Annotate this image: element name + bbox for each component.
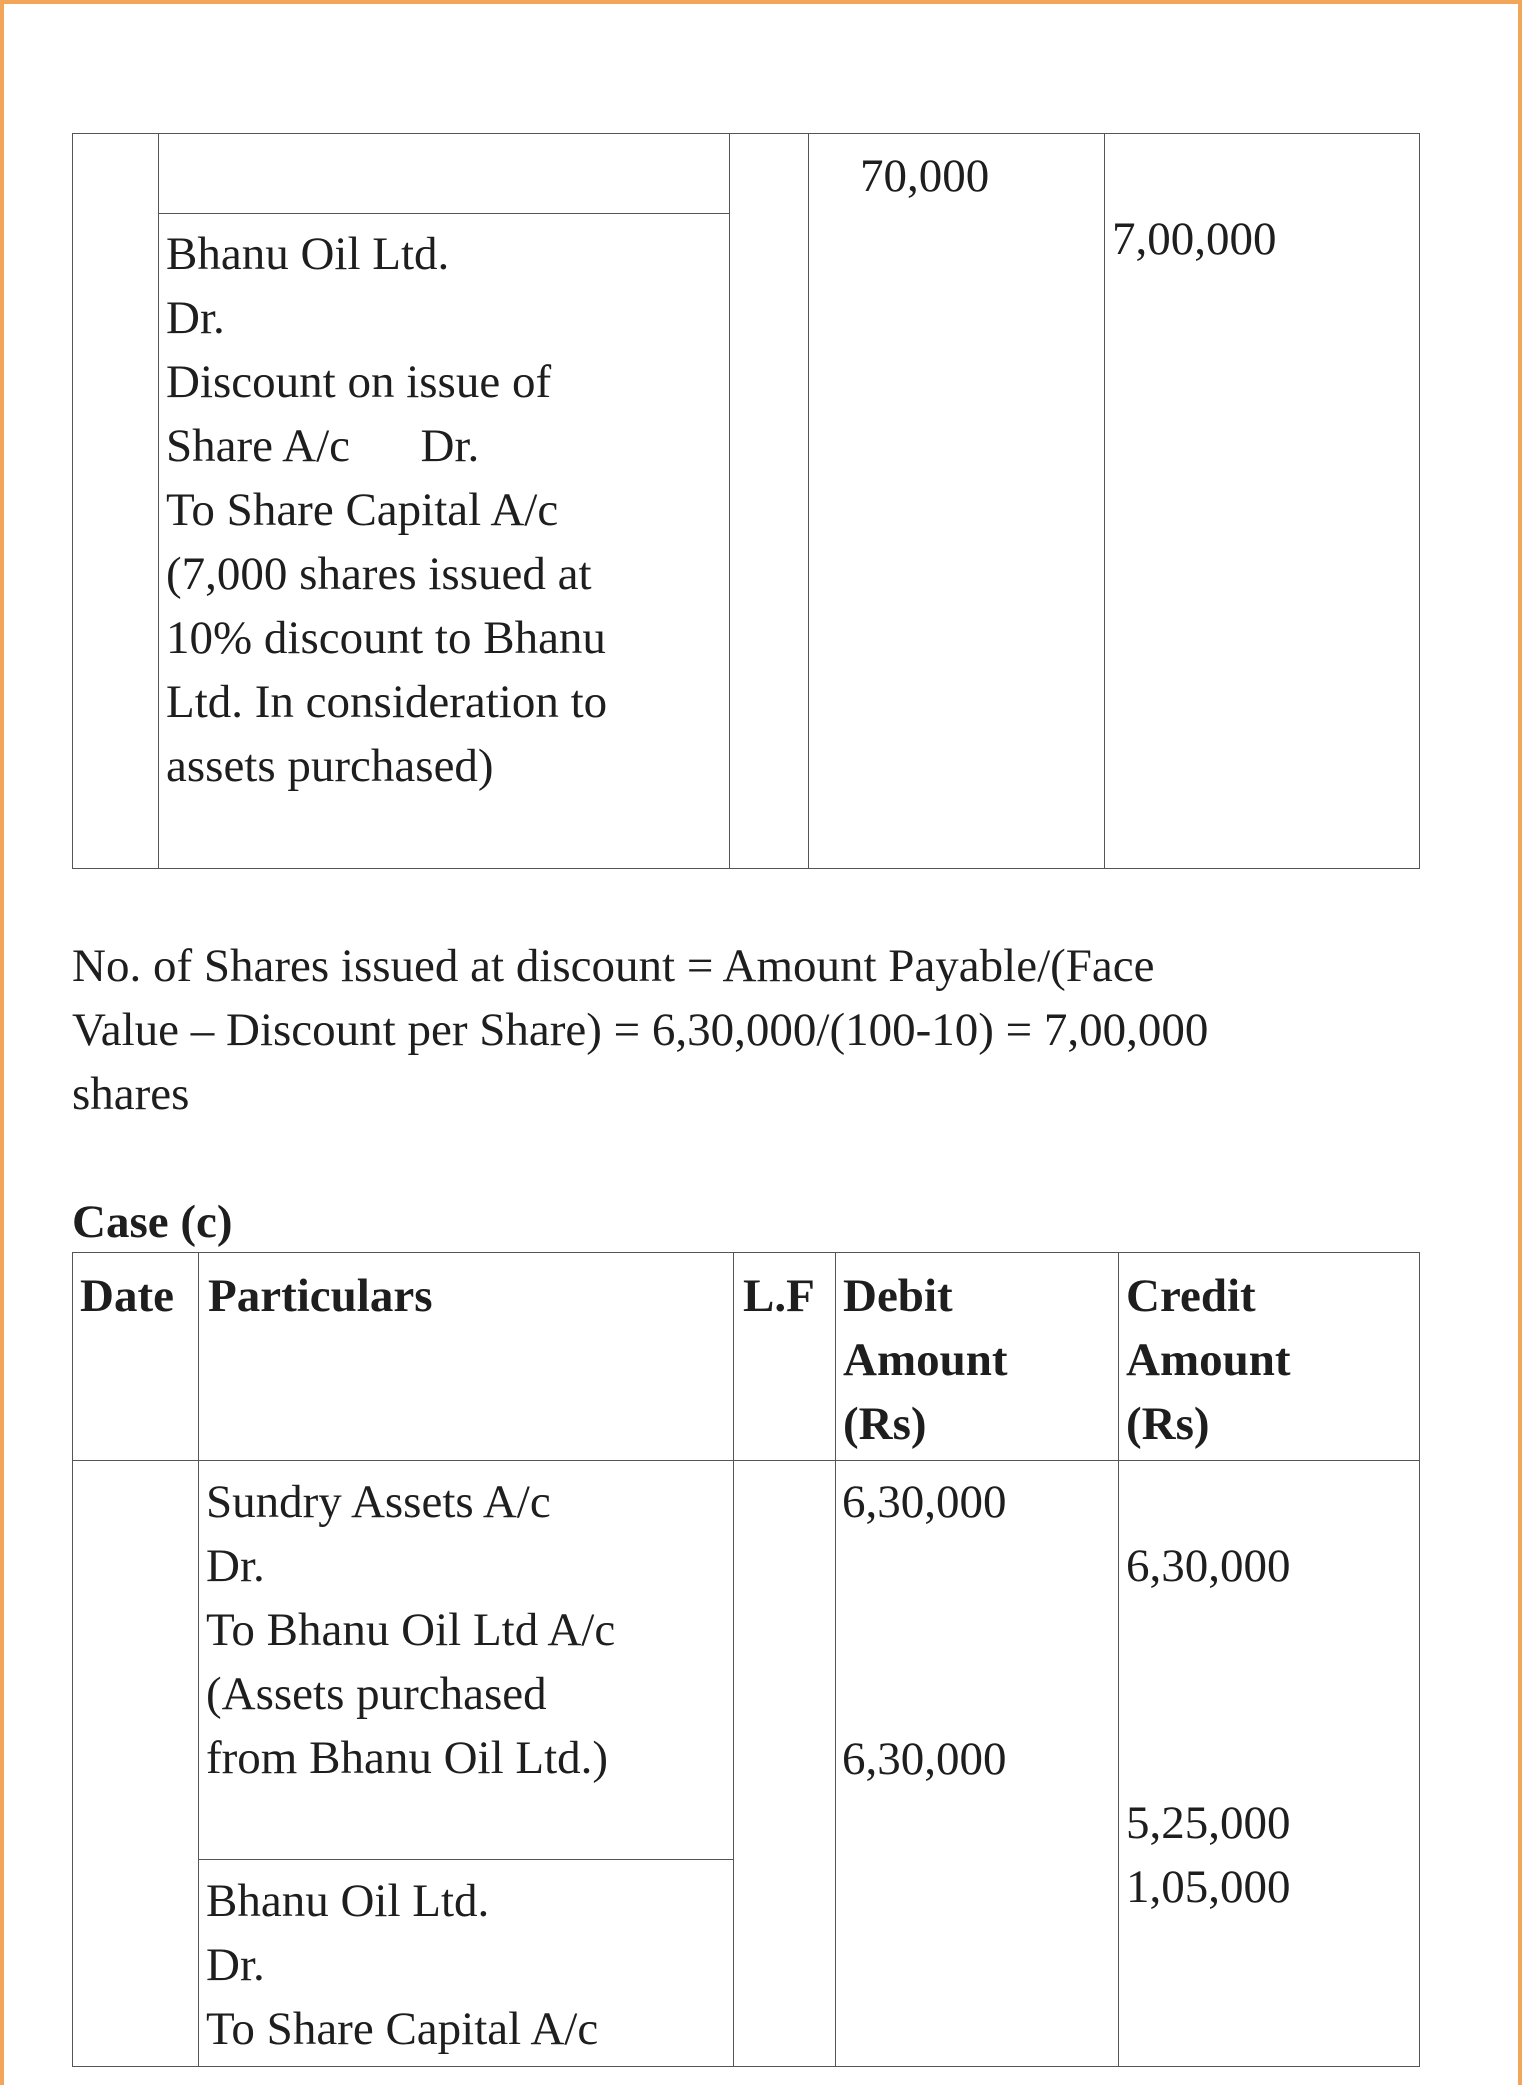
debit-value-2: 6,30,000 bbox=[842, 1733, 1007, 1785]
header-lf: L.F bbox=[743, 1270, 815, 1322]
table1-particulars: Bhanu Oil Ltd. Dr. Discount on issue of Share A/c Dr. To Share Capital A/c (7,000 shares issued at 10% discount to Bhanu Ltd. In consideration to assets purchased) bbox=[166, 228, 608, 792]
header-credit-amount: Credit Amount (Rs) bbox=[1126, 1270, 1291, 1450]
case-title: Case (c) bbox=[72, 1196, 233, 1248]
table1-debit-amount: 70,000 bbox=[860, 150, 990, 202]
entry1-particulars: Sundry Assets A/c Dr. To Bhanu Oil Ltd A/c (Assets purchased from Bhanu Oil Ltd.) bbox=[206, 1476, 616, 1784]
credit-value-3: 1,05,000 bbox=[1126, 1861, 1291, 1913]
entry2-particulars: Bhanu Oil Ltd. Dr. To Share Capital A/c bbox=[206, 1875, 599, 2055]
header-debit-amount: Debit Amount (Rs) bbox=[843, 1270, 1008, 1450]
share-calculation-note: No. of Shares issued at discount = Amount Payable/(Face Value – Discount per Share) = 6,30,000/(100-10) = 7,00,000 shares bbox=[72, 940, 1209, 1120]
credit-value-1: 6,30,000 bbox=[1126, 1540, 1291, 1592]
table1-credit-amount: 7,00,000 bbox=[1112, 213, 1277, 265]
credit-value-2: 5,25,000 bbox=[1126, 1797, 1291, 1849]
debit-value-1: 6,30,000 bbox=[842, 1476, 1007, 1528]
header-particulars: Particulars bbox=[208, 1270, 433, 1322]
header-date: Date bbox=[80, 1270, 174, 1322]
